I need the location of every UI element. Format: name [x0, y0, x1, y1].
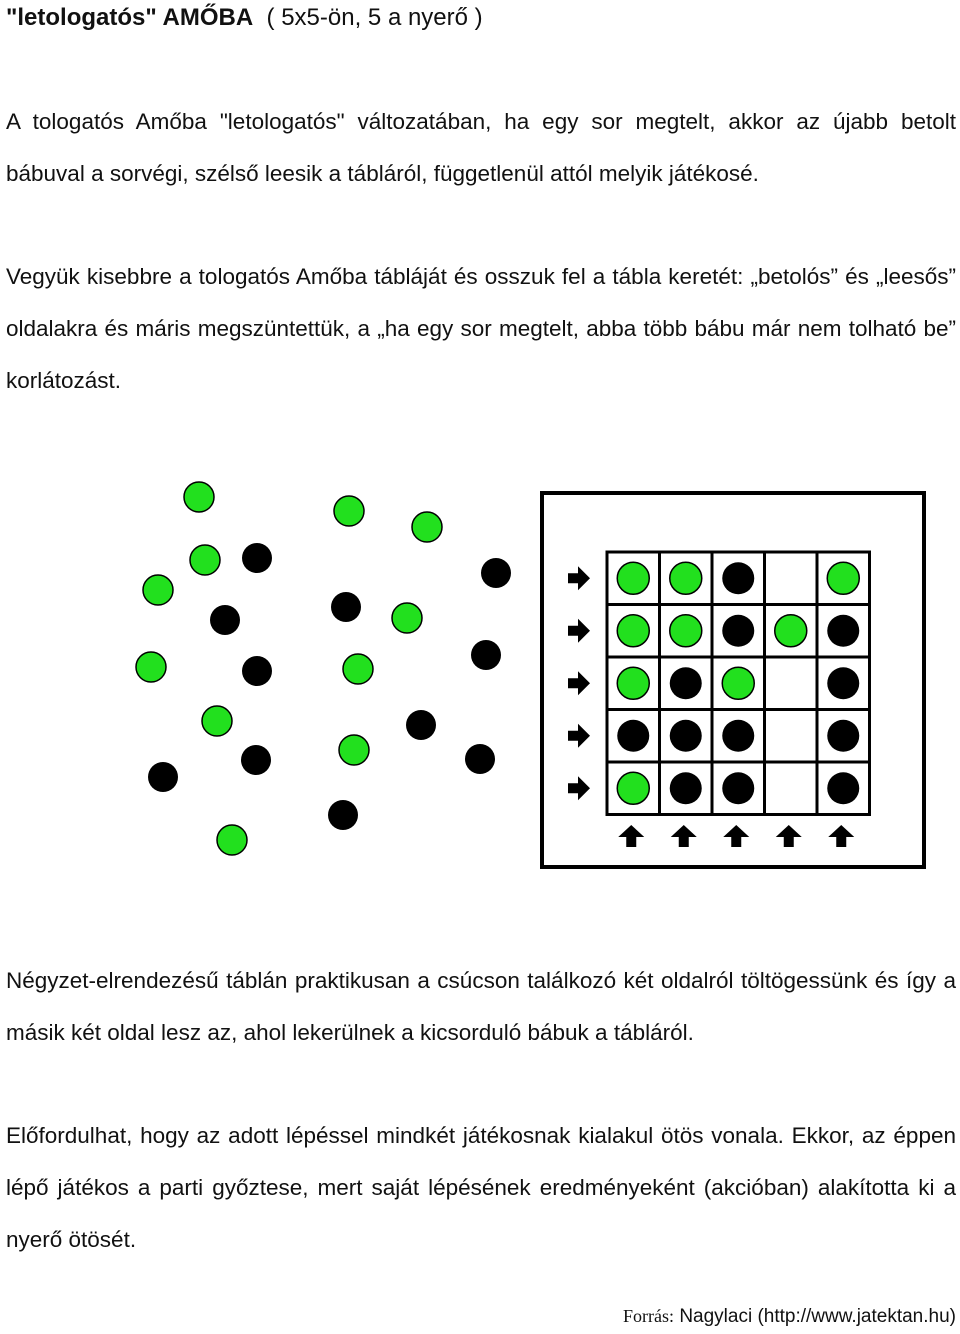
black-loose-piece	[406, 710, 436, 740]
source-text: Nagylaci (http://www.jatektan.hu)	[679, 1306, 956, 1327]
green-loose-piece	[412, 512, 442, 542]
black-loose-piece	[148, 762, 178, 792]
black-board-piece	[827, 720, 859, 752]
page-title	[6, 4, 483, 32]
board-cell	[765, 657, 818, 710]
board-cell	[765, 710, 818, 763]
black-board-piece	[722, 615, 754, 647]
black-board-piece	[670, 667, 702, 699]
black-board-piece	[827, 772, 859, 804]
paragraph-double-five: Előfordulhat, hogy az adott lépéssel mindkét játékosnak kialakul ötös vonala. Ekkor, az éppen lépő játékos a parti győztese, mert saját lépésének eredményeként (akcióban) alakította ki a nyerő ötösét.	[6, 1123, 956, 1252]
black-loose-piece	[242, 543, 272, 573]
black-board-piece	[722, 562, 754, 594]
loose-pieces	[136, 482, 511, 855]
green-board-piece	[617, 667, 649, 699]
paragraph-square-board: Négyzet-elrendezésű táblán praktikusan a csúcson találkozó két oldalról töltögessünk és így a másik két oldal lesz az, ahol lekerülnek a kicsorduló bábuk a tábláról.	[6, 968, 956, 1045]
source-credit	[623, 1306, 956, 1328]
title-rest: ( 5x5-ön, 5 a nyerő )	[266, 4, 483, 31]
black-loose-piece	[241, 745, 271, 775]
black-board-piece	[670, 772, 702, 804]
green-loose-piece	[339, 735, 369, 765]
black-loose-piece	[481, 558, 511, 588]
black-loose-piece	[331, 592, 361, 622]
green-loose-piece	[217, 825, 247, 855]
black-board-piece	[617, 720, 649, 752]
source-label: Forrás:	[623, 1306, 675, 1326]
green-loose-piece	[334, 496, 364, 526]
paragraph-intro: A tologatós Amőba "letologatós" változatában, ha egy sor megtelt, akkor az újabb betolt bábuval a sorvégi, szélső leesik a tábláról, függetlenül attól melyik játékosé.	[6, 109, 956, 186]
green-loose-piece	[184, 482, 214, 512]
paragraph-board-sides: Vegyük kisebbre a tologatós Amőba tábláját és osszuk fel a tábla keretét: „betolós” és „leesős” oldalakra és máris megszüntettük, a „ha egy sor megtelt, abba több bábu már nem tolható be” korlátozást.	[6, 264, 956, 393]
green-board-piece	[617, 772, 649, 804]
game-figure	[120, 470, 930, 880]
green-board-piece	[617, 615, 649, 647]
black-board-piece	[722, 720, 754, 752]
title-bold: "letologatós" AMŐBA	[6, 4, 254, 31]
black-board-piece	[827, 615, 859, 647]
green-board-piece	[722, 667, 754, 699]
green-loose-piece	[343, 654, 373, 684]
board-grid	[607, 552, 870, 815]
green-board-piece	[617, 562, 649, 594]
black-board-piece	[827, 667, 859, 699]
green-loose-piece	[136, 652, 166, 682]
black-loose-piece	[210, 605, 240, 635]
board-cell	[765, 762, 818, 815]
black-loose-piece	[328, 800, 358, 830]
green-loose-piece	[190, 545, 220, 575]
green-board-piece	[827, 562, 859, 594]
black-loose-piece	[465, 744, 495, 774]
figure-canvas	[120, 470, 930, 880]
green-loose-piece	[202, 706, 232, 736]
green-loose-piece	[392, 603, 422, 633]
black-board-piece	[722, 772, 754, 804]
green-board-piece	[670, 562, 702, 594]
green-board-piece	[775, 615, 807, 647]
green-board-piece	[670, 615, 702, 647]
green-loose-piece	[143, 575, 173, 605]
board-cell	[765, 552, 818, 605]
black-loose-piece	[471, 640, 501, 670]
black-loose-piece	[242, 656, 272, 686]
black-board-piece	[670, 720, 702, 752]
